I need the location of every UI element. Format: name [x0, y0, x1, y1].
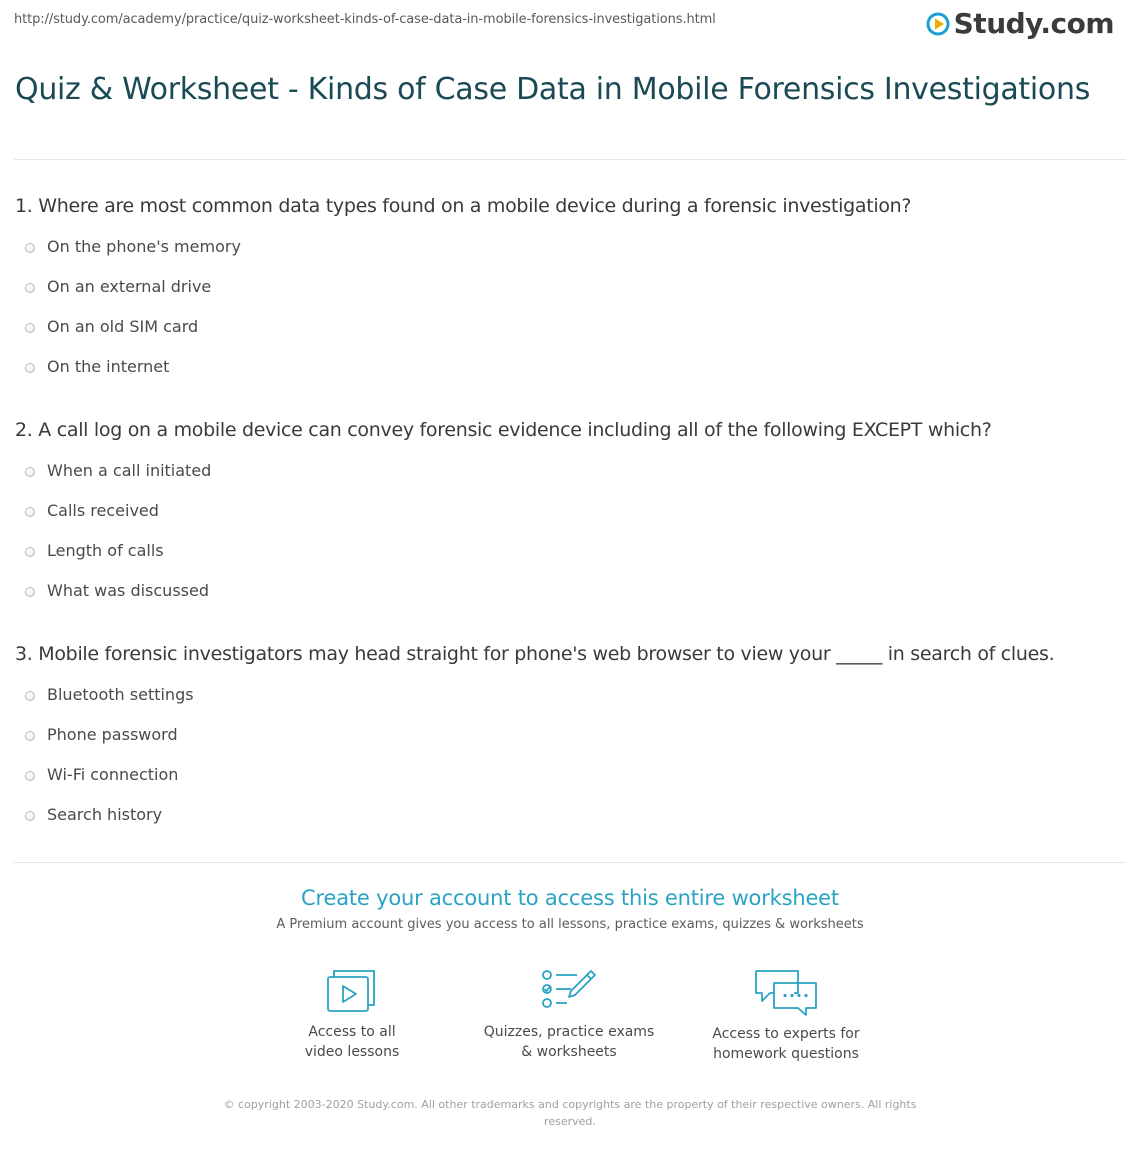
radio-button[interactable]	[25, 323, 35, 333]
answer-label: Length of calls	[47, 541, 164, 560]
header-bar	[0, 0, 1140, 44]
radio-button[interactable]	[25, 467, 35, 477]
feature-experts	[686, 968, 886, 1064]
page-url: http://study.com/academy/practice/quiz-worksheet-kinds-of-case-data-in-mobile-forensics-investigations.html	[14, 12, 716, 27]
video-lessons-icon	[326, 968, 378, 1014]
question-3	[15, 641, 1130, 837]
answer-option[interactable]	[15, 229, 1130, 269]
radio-button[interactable]	[25, 811, 35, 821]
page-title: Quiz & Worksheet - Kinds of Case Data in Mobile Forensics Investigations	[15, 72, 1091, 107]
answer-option[interactable]	[15, 677, 1130, 717]
answer-option[interactable]	[15, 453, 1130, 493]
answer-list	[15, 229, 1130, 389]
play-circle-icon	[926, 12, 950, 36]
answer-option[interactable]	[15, 717, 1130, 757]
answer-label: On an external drive	[47, 277, 212, 296]
answer-label: Phone password	[47, 725, 178, 744]
answer-option[interactable]	[15, 349, 1130, 389]
answer-label: On the internet	[47, 357, 170, 376]
answer-option[interactable]	[15, 269, 1130, 309]
answer-label: On the phone's memory	[47, 237, 241, 256]
answer-list	[15, 453, 1130, 613]
question-text: 1. Where are most common data types found on a mobile device during a forensic investigation?	[15, 195, 912, 217]
answer-list	[15, 677, 1130, 837]
logo-text: Study.com	[953, 7, 1114, 40]
answer-option[interactable]	[15, 573, 1130, 613]
radio-button[interactable]	[25, 363, 35, 373]
radio-button[interactable]	[25, 507, 35, 517]
feature-video-lessons	[252, 968, 452, 1062]
radio-button[interactable]	[25, 731, 35, 741]
question-text: 2. A call log on a mobile device can convey forensic evidence including all of the following EXCEPT which?	[15, 419, 992, 441]
feature-label: Access to all video lessons	[304, 1024, 400, 1060]
answer-label: Search history	[47, 805, 163, 824]
answer-label: Calls received	[47, 501, 159, 520]
question-text: 3. Mobile forensic investigators may head straight for phone's web browser to view your _____ in search of clues.	[15, 643, 1055, 665]
answer-option[interactable]	[15, 533, 1130, 573]
radio-button[interactable]	[25, 547, 35, 557]
radio-button[interactable]	[25, 587, 35, 597]
divider	[14, 862, 1126, 863]
answer-option[interactable]	[15, 309, 1130, 349]
answer-option[interactable]	[15, 797, 1130, 837]
radio-button[interactable]	[25, 691, 35, 701]
radio-button[interactable]	[25, 243, 35, 253]
answer-label: Wi-Fi connection	[47, 765, 179, 784]
divider	[14, 159, 1126, 160]
answer-option[interactable]	[15, 757, 1130, 797]
feature-label: Access to experts for homework questions	[712, 1026, 860, 1062]
answer-label: What was discussed	[47, 581, 209, 600]
radio-button[interactable]	[25, 283, 35, 293]
chat-bubbles-icon	[754, 968, 818, 1016]
create-account-link[interactable]: Create your account to access this entire worksheet	[301, 886, 839, 910]
answer-label: Bluetooth settings	[47, 685, 194, 704]
radio-button[interactable]	[25, 771, 35, 781]
answer-label: When a call initiated	[47, 461, 212, 480]
answer-option[interactable]	[15, 493, 1130, 533]
copyright-notice: © copyright 2003-2020 Study.com. All other trademarks and copyrights are the property of their respective owners. All rights reserved.	[223, 1098, 917, 1128]
feature-label: Quizzes, practice exams & worksheets	[483, 1024, 655, 1060]
premium-description: A Premium account gives you access to all lessons, practice exams, quizzes & worksheets	[276, 917, 864, 932]
feature-quizzes	[469, 968, 669, 1062]
question-2	[15, 417, 1130, 613]
answer-label: On an old SIM card	[47, 317, 199, 336]
checklist-icon	[541, 968, 597, 1014]
study-logo[interactable]	[926, 7, 1114, 40]
question-1	[15, 193, 1130, 389]
